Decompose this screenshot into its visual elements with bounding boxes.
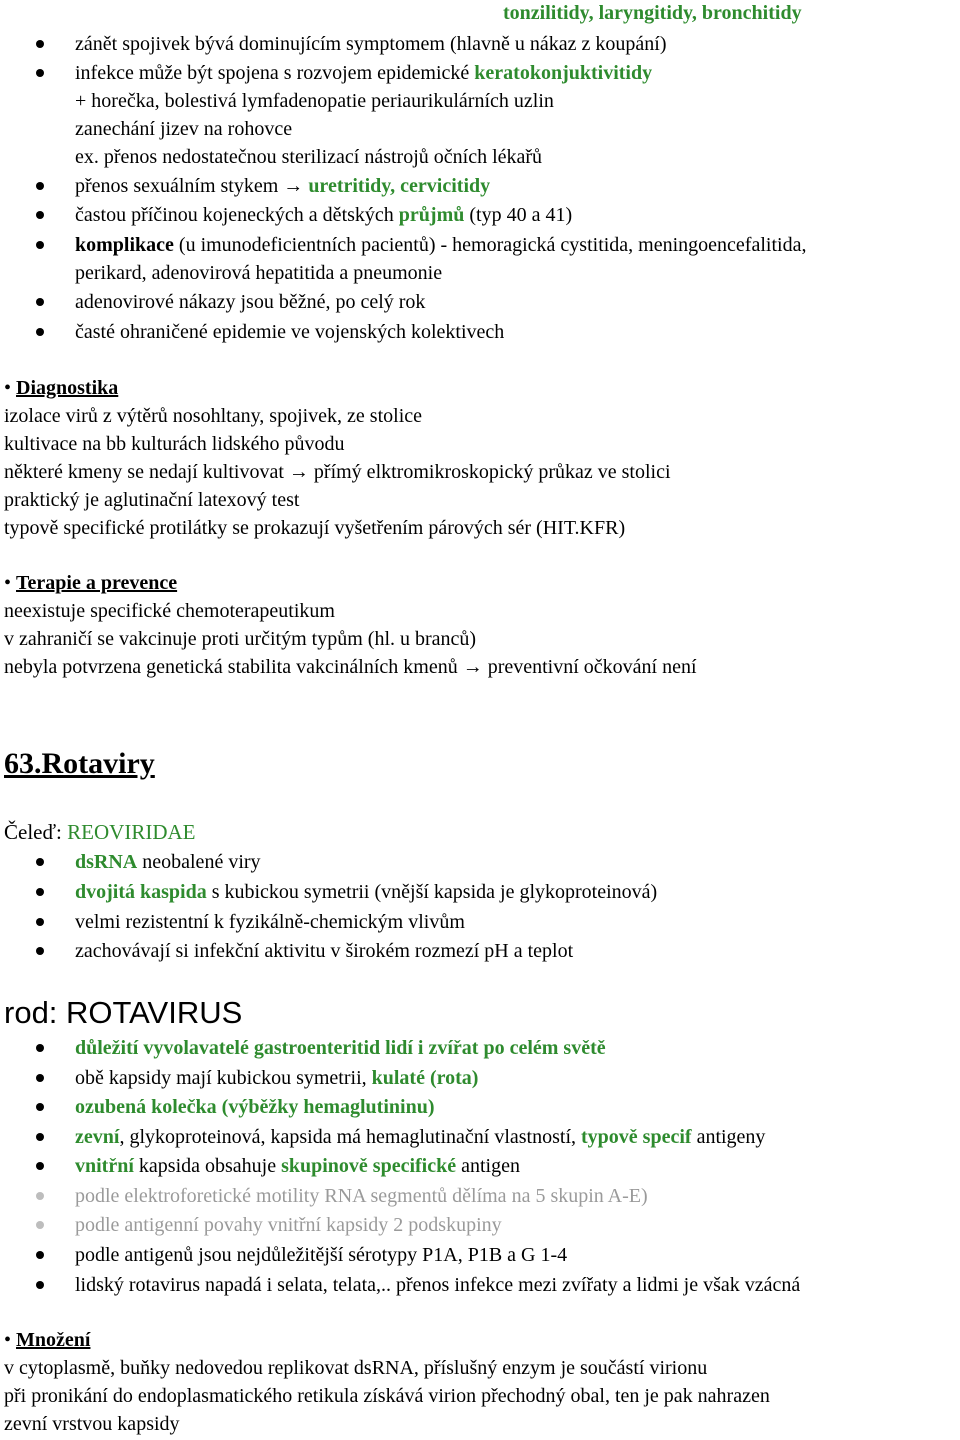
list-item: adenovirové nákazy jsou běžné, po celý rok <box>75 291 426 313</box>
list-item: podle elektroforetické motility RNA segmentů dělíma na 5 skupin A-E) <box>75 1185 648 1207</box>
bullet-icon <box>36 40 44 48</box>
bullet-icon <box>36 1044 44 1052</box>
list-item: obě kapsidy mají kubickou symetrii, kulaté (rota) <box>75 1067 479 1089</box>
bullet-icon <box>36 298 44 306</box>
list-item: důležití vyvolavatelé gastroenteritid lidí i zvířat po celém světě <box>75 1037 606 1059</box>
bullet-icon <box>36 918 44 926</box>
bullet-icon <box>36 241 44 249</box>
bullet-icon <box>36 1074 44 1082</box>
bullet-icon <box>36 1103 44 1111</box>
paragraph-line: při pronikání do endoplasmatického retikula získává virion přechodný obal, ten je pak nahrazen <box>4 1385 770 1407</box>
bullet-icon <box>36 182 44 190</box>
section-heading-terapie: • Terapie a prevence <box>4 572 178 594</box>
bullet-icon <box>36 1192 44 1200</box>
bullet-icon <box>36 947 44 955</box>
list-item-continuation: zanechání jizev na rohovce <box>75 118 293 140</box>
paragraph-line: izolace virů z výtěrů nosohltany, spojivek, ze stolice <box>4 405 423 427</box>
paragraph-line: nebyla potvrzena genetická stabilita vakcinálních kmenů → preventivní očkování není <box>4 656 697 678</box>
list-item: komplikace (u imunodeficientních pacientů) - hemoragická cystitida, meningoencefalitida, <box>75 234 807 256</box>
bullet-icon <box>36 1251 44 1259</box>
list-item: zachovávají si infekční aktivitu v širokém rozmezí pH a teplot <box>75 940 574 962</box>
continued-heading: tonzilitidy, laryngitidy, bronchitidy <box>503 2 802 24</box>
bullet-icon <box>36 1281 44 1289</box>
list-item: zánět spojivek bývá dominujícím symptomem (hlavně u nákaz z koupání) <box>75 33 667 55</box>
bullet-icon <box>36 888 44 896</box>
genus-heading: rod: ROTAVIRUS <box>4 995 243 1030</box>
bullet-icon <box>36 211 44 219</box>
paragraph-line: zevní vrstvou kapsidy <box>4 1413 180 1435</box>
list-item-continuation: perikard, adenovirová hepatitida a pneumonie <box>75 262 443 284</box>
list-item: lidský rotavirus napadá i selata, telata,.. přenos infekce mezi zvířaty a lidmi je však vzácná <box>75 1274 801 1296</box>
paragraph-line: typově specifické protilátky se prokazují vyšetřením párových sér (HIT.KFR) <box>4 517 626 539</box>
list-item: zevní, glykoproteinová, kapsida má hemaglutinační vlastností, typově specif antigeny <box>75 1126 766 1148</box>
bullet-icon <box>36 69 44 77</box>
list-item: dvojitá kaspida s kubickou symetrii (vnější kapsida je glykoproteinová) <box>75 881 658 903</box>
list-item: časté ohraničené epidemie ve vojenských kolektivech <box>75 321 505 343</box>
paragraph-line: praktický je aglutinační latexový test <box>4 489 300 511</box>
list-item: velmi rezistentní k fyzikálně-chemickým vlivům <box>75 911 465 933</box>
bullet-icon <box>36 858 44 866</box>
list-item: vnitřní kapsida obsahuje skupinově specifické antigen <box>75 1155 520 1177</box>
paragraph-line: některé kmeny se nedají kultivovat → přímý elktromikroskopický průkaz ve stolici <box>4 461 671 483</box>
paragraph-line: neexistuje specifické chemoterapeutikum <box>4 600 335 622</box>
list-item: přenos sexuálním stykem → uretritidy, cervicitidy <box>75 175 491 197</box>
list-item: ozubená kolečka (výběžky hemaglutininu) <box>75 1096 435 1118</box>
section-heading-mnozeni: • Množení <box>4 1329 91 1351</box>
bullet-icon <box>36 1162 44 1170</box>
chapter-title: 63.Rotaviry <box>4 747 155 780</box>
paragraph-line: v zahraničí se vakcinuje proti určitým typům (hl. u branců) <box>4 628 477 650</box>
list-item: infekce může být spojena s rozvojem epidemické keratokonjuktivitidy <box>75 62 653 84</box>
list-item: dsRNA neobalené viry <box>75 851 261 873</box>
paragraph-line: v cytoplasmě, buňky nedovedou replikovat dsRNA, příslušný enzym je součástí virionu <box>4 1357 708 1379</box>
section-heading-diagnostika: • Diagnostika <box>4 377 119 399</box>
list-item-continuation: + horečka, bolestivá lymfadenopatie periaurikulárních uzlin <box>75 90 554 112</box>
list-item-continuation: ex. přenos nedostatečnou sterilizací nástrojů očních lékařů <box>75 146 543 168</box>
bullet-icon <box>36 328 44 336</box>
bullet-icon <box>36 1133 44 1141</box>
family-line: Čeleď: REOVIRIDAE <box>4 820 196 844</box>
paragraph-line: kultivace na bb kulturách lidského původu <box>4 433 345 455</box>
list-item: podle antigenů jsou nejdůležitější sérotypy P1A, P1B a G 1-4 <box>75 1244 568 1266</box>
list-item: častou příčinou kojeneckých a dětských průjmů (typ 40 a 41) <box>75 204 573 226</box>
bullet-icon <box>36 1221 44 1229</box>
list-item: podle antigenní povahy vnitřní kapsidy 2 podskupiny <box>75 1214 502 1236</box>
